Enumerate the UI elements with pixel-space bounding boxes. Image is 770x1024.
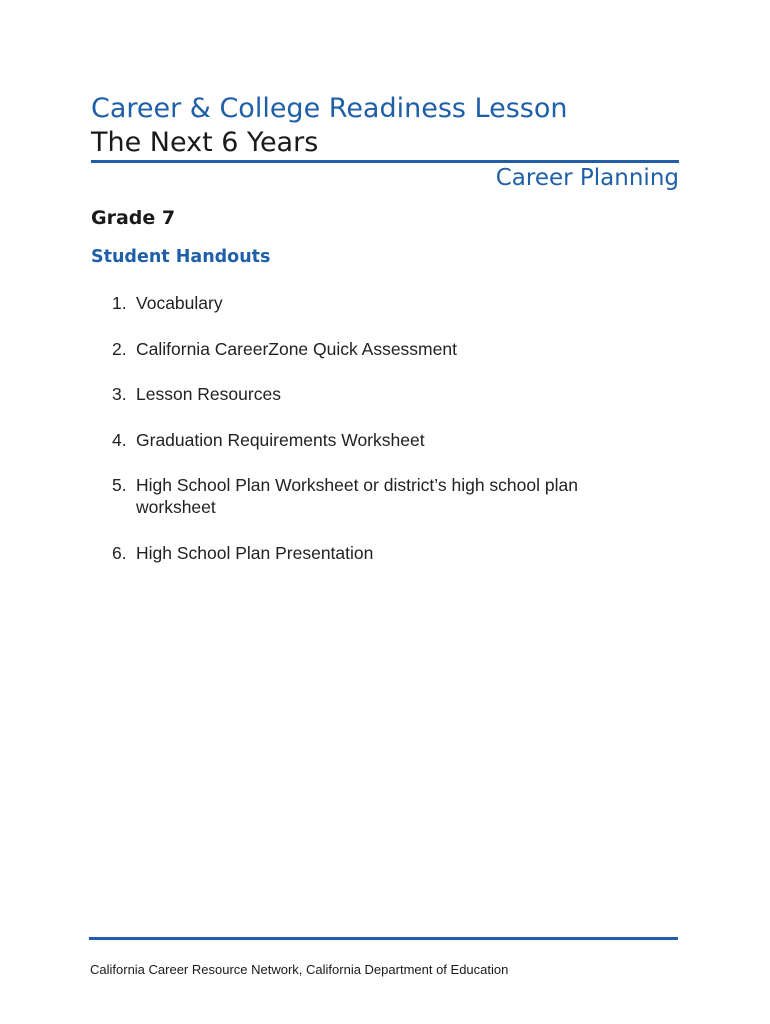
document-title: Career & College Readiness Lesson [91,93,568,124]
list-item-text: High School Plan Presentation [136,542,374,563]
list-item-number: 2. [112,338,127,359]
list-item-number: 3. [112,384,127,404]
handout-list [112,292,652,587]
list-item-text: High School Plan Worksheet or district’s high school plan worksheet [136,475,578,517]
handouts-heading: Student Handouts [91,247,271,267]
list-item-text: Graduation Requirements Worksheet [136,429,425,450]
list-item [112,474,652,518]
list-item-number: 6. [112,542,127,563]
document-subtitle: The Next 6 Years [91,127,319,158]
section-label: Career Planning [495,165,679,191]
header-divider [91,160,679,163]
list-item [112,542,652,564]
footer-text: California Career Resource Network, California Department of Education [90,962,509,977]
list-item [112,429,652,451]
footer-divider [89,937,678,940]
list-item-number: 1. [112,293,127,313]
list-item [112,292,652,314]
list-item-text: California CareerZone Quick Assessment [136,338,457,359]
list-item [112,338,652,360]
list-item-text: Vocabulary [136,293,223,313]
list-item-text: Lesson Resources [136,384,281,404]
list-item-number: 5. [112,475,127,495]
list-item [112,383,652,405]
grade-heading: Grade 7 [91,207,176,229]
list-item-number: 4. [112,429,127,450]
